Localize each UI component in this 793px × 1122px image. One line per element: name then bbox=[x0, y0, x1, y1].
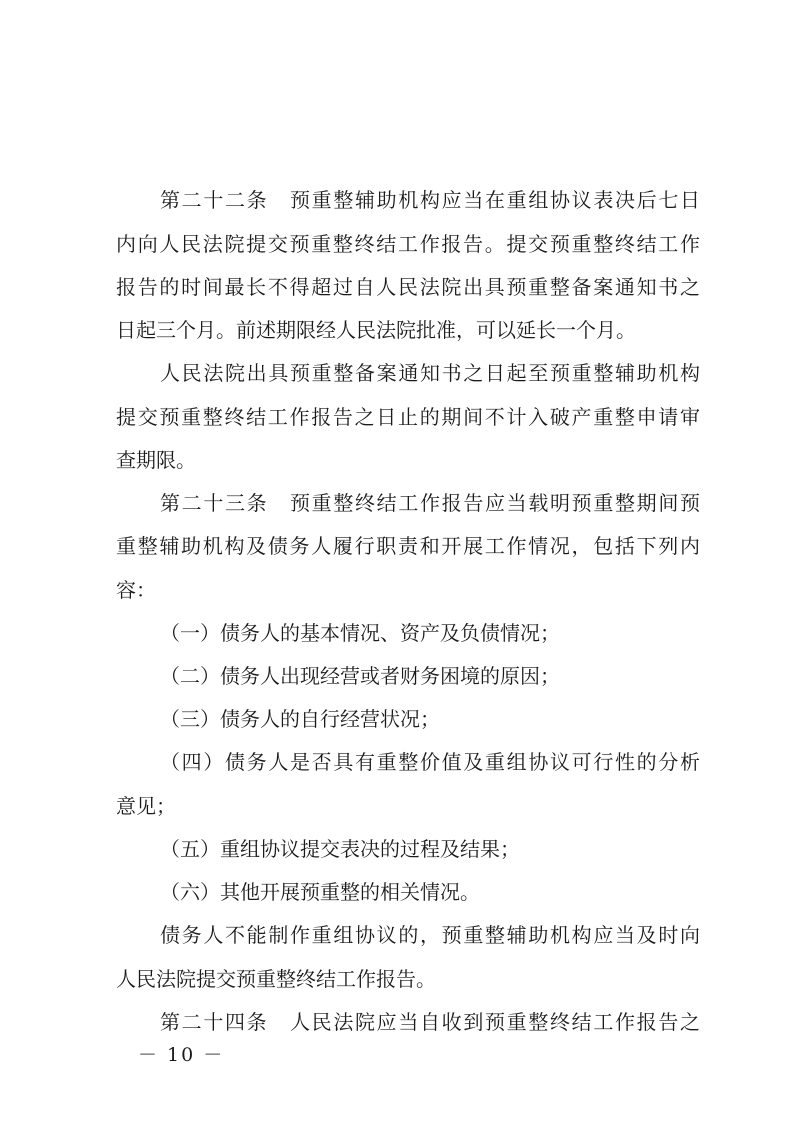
text-line: 第二十二条 预重整辅助机构应当在重组协议表决后七日 bbox=[160, 188, 700, 212]
text-line: 人民法院出具预重整备案通知书之日起至预重整辅助机构 bbox=[160, 361, 700, 385]
text-line: 查期限。 bbox=[116, 448, 196, 472]
list-item: （四）债务人是否具有重整价值及重组协议可行性的分析 bbox=[160, 750, 700, 774]
text-line: 第二十四条 人民法院应当自收到预重整终结工作报告之 bbox=[160, 1010, 700, 1034]
text-line: 债务人不能制作重组协议的，预重整辅助机构应当及时向 bbox=[160, 923, 700, 947]
list-item: （二）债务人出现经营或者财务困境的原因； bbox=[160, 664, 560, 688]
page-number: － 10 － bbox=[138, 1044, 225, 1066]
text-line: 人民法院提交预重整终结工作报告。 bbox=[116, 967, 436, 991]
text-line: 第二十三条 预重整终结工作报告应当载明预重整期间预 bbox=[160, 491, 700, 515]
text-line: 重整辅助机构及债务人履行职责和开展工作情况，包括下列内 bbox=[116, 534, 700, 558]
list-item: （一）债务人的基本情况、资产及负债情况； bbox=[160, 621, 560, 645]
text-line: 容： bbox=[116, 578, 156, 602]
text-line: 报告的时间最长不得超过自人民法院出具预重整备案通知书之 bbox=[116, 275, 700, 299]
list-item: （六）其他开展预重整的相关情况。 bbox=[160, 880, 480, 904]
text-line: 意见； bbox=[116, 794, 176, 818]
text-line: 内向人民法院提交预重整终结工作报告。提交预重整终结工作 bbox=[116, 232, 700, 256]
text-line: 提交预重整终结工作报告之日止的期间不计入破产重整申请审 bbox=[116, 405, 700, 429]
text-line: 日起三个月。前述期限经人民法院批准，可以延长一个月。 bbox=[116, 318, 636, 342]
list-item: （三）债务人的自行经营状况； bbox=[160, 707, 440, 731]
list-item: （五）重组协议提交表决的过程及结果； bbox=[160, 837, 520, 861]
